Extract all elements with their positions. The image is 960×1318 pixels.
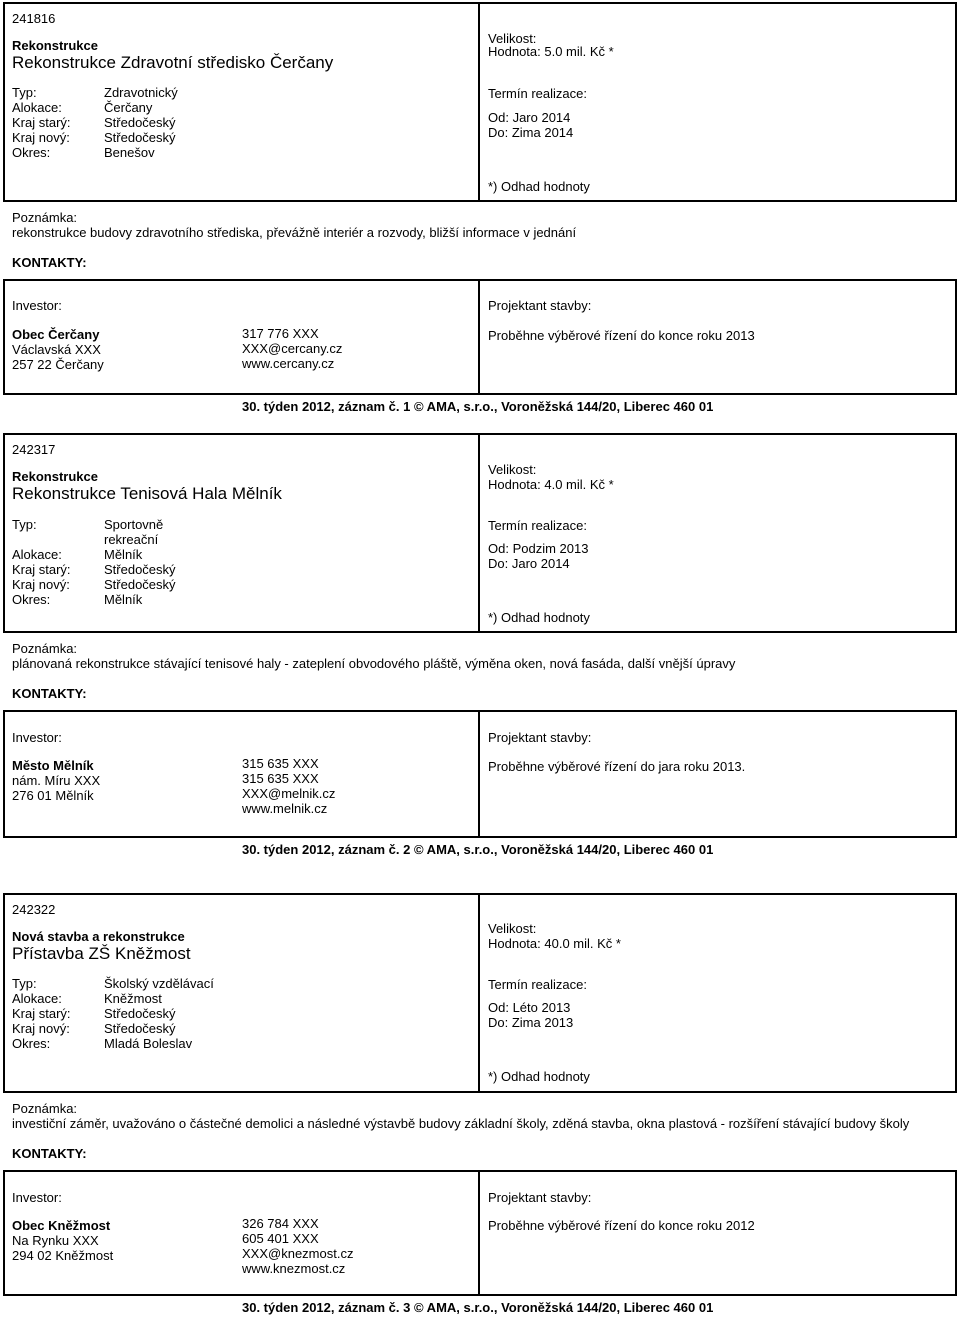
note-label: Poznámka:: [12, 210, 78, 225]
field-value: Středočeský: [104, 562, 176, 577]
contacts-heading: KONTAKTY:: [12, 255, 87, 270]
contacts-box: [3, 710, 957, 838]
size-value: Hodnota: 5.0 mil. Kč *: [488, 44, 614, 59]
contacts-box: [3, 279, 957, 395]
field-value: Školský vzdělávací: [104, 976, 214, 991]
field-label: Okres:: [12, 1036, 51, 1051]
designer-text: Proběhne výběrové řízení do konce roku 2012: [488, 1218, 755, 1233]
record-footer: 30. týden 2012, záznam č. 3 © AMA, s.r.o., Voroněžská 144/20, Liberec 460 01: [242, 1300, 714, 1315]
field-value: Čerčany: [104, 100, 153, 115]
investor-phone: 315 635 XXX: [242, 756, 319, 771]
note-text: rekonstrukce budovy zdravotního střediska, převážně interiér a rozvody, bližší informace v jednání: [12, 225, 577, 240]
field-label: Okres:: [12, 145, 51, 160]
designer-text: Proběhne výběrové řízení do konce roku 2013: [488, 328, 755, 343]
term-label: Termín realizace:: [488, 86, 587, 101]
record-category: Rekonstrukce: [12, 469, 98, 484]
term-label: Termín realizace:: [488, 518, 587, 533]
record-divider: [478, 2, 480, 200]
field-value: Mělník: [104, 592, 143, 607]
designer-text: Proběhne výběrové řízení do jara roku 2013.: [488, 759, 746, 774]
record-category: Nová stavba a rekonstrukce: [12, 929, 185, 944]
size-label: Velikost:: [488, 921, 537, 936]
record-category: Rekonstrukce: [12, 38, 98, 53]
investor-phone: 315 635 XXX: [242, 771, 319, 786]
record-divider: [478, 893, 480, 1091]
record-title: Rekonstrukce Zdravotní středisko Čerčany: [12, 53, 334, 72]
investor-address: 257 22 Čerčany: [12, 357, 104, 372]
size-value: Hodnota: 4.0 mil. Kč *: [488, 477, 614, 492]
field-label: Typ:: [12, 517, 37, 532]
contacts-divider: [478, 710, 480, 836]
record-id: 242317: [12, 442, 56, 457]
field-value: Středočeský: [104, 577, 176, 592]
contacts-divider: [478, 279, 480, 393]
record-id: 242322: [12, 902, 56, 917]
investor-website: www.cercany.cz: [242, 356, 335, 371]
size-label: Velikost:: [488, 462, 537, 477]
investor-phone: 326 784 XXX: [242, 1216, 319, 1231]
estimate-note: *) Odhad hodnoty: [488, 1069, 590, 1084]
field-label: Kraj nový:: [12, 577, 70, 592]
field-value: Benešov: [104, 145, 155, 160]
investor-website: www.knezmost.cz: [242, 1261, 346, 1276]
contacts-divider: [478, 1170, 480, 1294]
field-value: Kněžmost: [104, 991, 162, 1006]
term-from: Od: Podzim 2013: [488, 541, 589, 556]
field-value: Středočeský: [104, 130, 176, 145]
field-value: Mladá Boleslav: [104, 1036, 193, 1051]
field-label: Kraj nový:: [12, 130, 70, 145]
investor-address: nám. Míru XXX: [12, 773, 101, 788]
field-value: Středočeský: [104, 1006, 176, 1021]
field-label: Typ:: [12, 976, 37, 991]
estimate-note: *) Odhad hodnoty: [488, 610, 590, 625]
record-title: Přístavba ZŠ Kněžmost: [12, 944, 191, 963]
term-to: Do: Zima 2013: [488, 1015, 574, 1030]
investor-address: 276 01 Mělník: [12, 788, 94, 803]
investor-email: XXX@knezmost.cz: [242, 1246, 354, 1261]
field-label: Kraj starý:: [12, 562, 71, 577]
field-label: Typ:: [12, 85, 37, 100]
record-title: Rekonstrukce Tenisová Hala Mělník: [12, 484, 282, 503]
record-divider: [478, 433, 480, 631]
contacts-heading: KONTAKTY:: [12, 1146, 87, 1161]
field-label: Alokace:: [12, 100, 62, 115]
record-footer: 30. týden 2012, záznam č. 1 © AMA, s.r.o., Voroněžská 144/20, Liberec 460 01: [242, 399, 714, 414]
contacts-heading: KONTAKTY:: [12, 686, 87, 701]
note-text: plánovaná rekonstrukce stávající tenisové haly - zateplení obvodového pláště, výměna oken, nová fasáda, další vnější úpravy: [12, 656, 736, 671]
note-text: investiční záměr, uvažováno o částečné demolici a následné výstavbě budovy základní školy, zděná stavba, okna plastová - rozšíření stávající budovy školy: [12, 1116, 910, 1131]
field-value: rekreační: [104, 532, 159, 547]
investor-email: XXX@melnik.cz: [242, 786, 336, 801]
field-label: Alokace:: [12, 991, 62, 1006]
field-label: Alokace:: [12, 547, 62, 562]
investor-label: Investor:: [12, 1190, 62, 1205]
field-value: Zdravotnický: [104, 85, 178, 100]
term-label: Termín realizace:: [488, 977, 587, 992]
investor-label: Investor:: [12, 298, 62, 313]
investor-email: XXX@cercany.cz: [242, 341, 343, 356]
field-value: Středočeský: [104, 115, 176, 130]
field-label: Okres:: [12, 592, 51, 607]
size-label: Velikost:: [488, 31, 537, 46]
term-to: Do: Zima 2014: [488, 125, 574, 140]
note-label: Poznámka:: [12, 641, 78, 656]
investor-address: Václavská XXX: [12, 342, 101, 357]
term-from: Od: Jaro 2014: [488, 110, 571, 125]
investor-name: Obec Kněžmost: [12, 1218, 111, 1233]
field-value: Sportovně: [104, 517, 164, 532]
designer-label: Projektant stavby:: [488, 298, 592, 313]
investor-phone: 317 776 XXX: [242, 326, 319, 341]
designer-label: Projektant stavby:: [488, 730, 592, 745]
field-value: Mělník: [104, 547, 143, 562]
record-id: 241816: [12, 11, 56, 26]
record-footer: 30. týden 2012, záznam č. 2 © AMA, s.r.o., Voroněžská 144/20, Liberec 460 01: [242, 842, 714, 857]
field-label: Kraj nový:: [12, 1021, 70, 1036]
field-value: Středočeský: [104, 1021, 176, 1036]
term-to: Do: Jaro 2014: [488, 556, 570, 571]
term-from: Od: Léto 2013: [488, 1000, 571, 1015]
designer-label: Projektant stavby:: [488, 1190, 592, 1205]
investor-website: www.melnik.cz: [242, 801, 328, 816]
field-label: Kraj starý:: [12, 1006, 71, 1021]
investor-label: Investor:: [12, 730, 62, 745]
estimate-note: *) Odhad hodnoty: [488, 179, 590, 194]
note-label: Poznámka:: [12, 1101, 78, 1116]
investor-name: Obec Čerčany: [12, 327, 100, 342]
size-value: Hodnota: 40.0 mil. Kč *: [488, 936, 621, 951]
contacts-box: [3, 1170, 957, 1296]
investor-address: 294 02 Kněžmost: [12, 1248, 114, 1263]
investor-phone: 605 401 XXX: [242, 1231, 319, 1246]
investor-name: Město Mělník: [12, 758, 94, 773]
investor-address: Na Rynku XXX: [12, 1233, 99, 1248]
field-label: Kraj starý:: [12, 115, 71, 130]
